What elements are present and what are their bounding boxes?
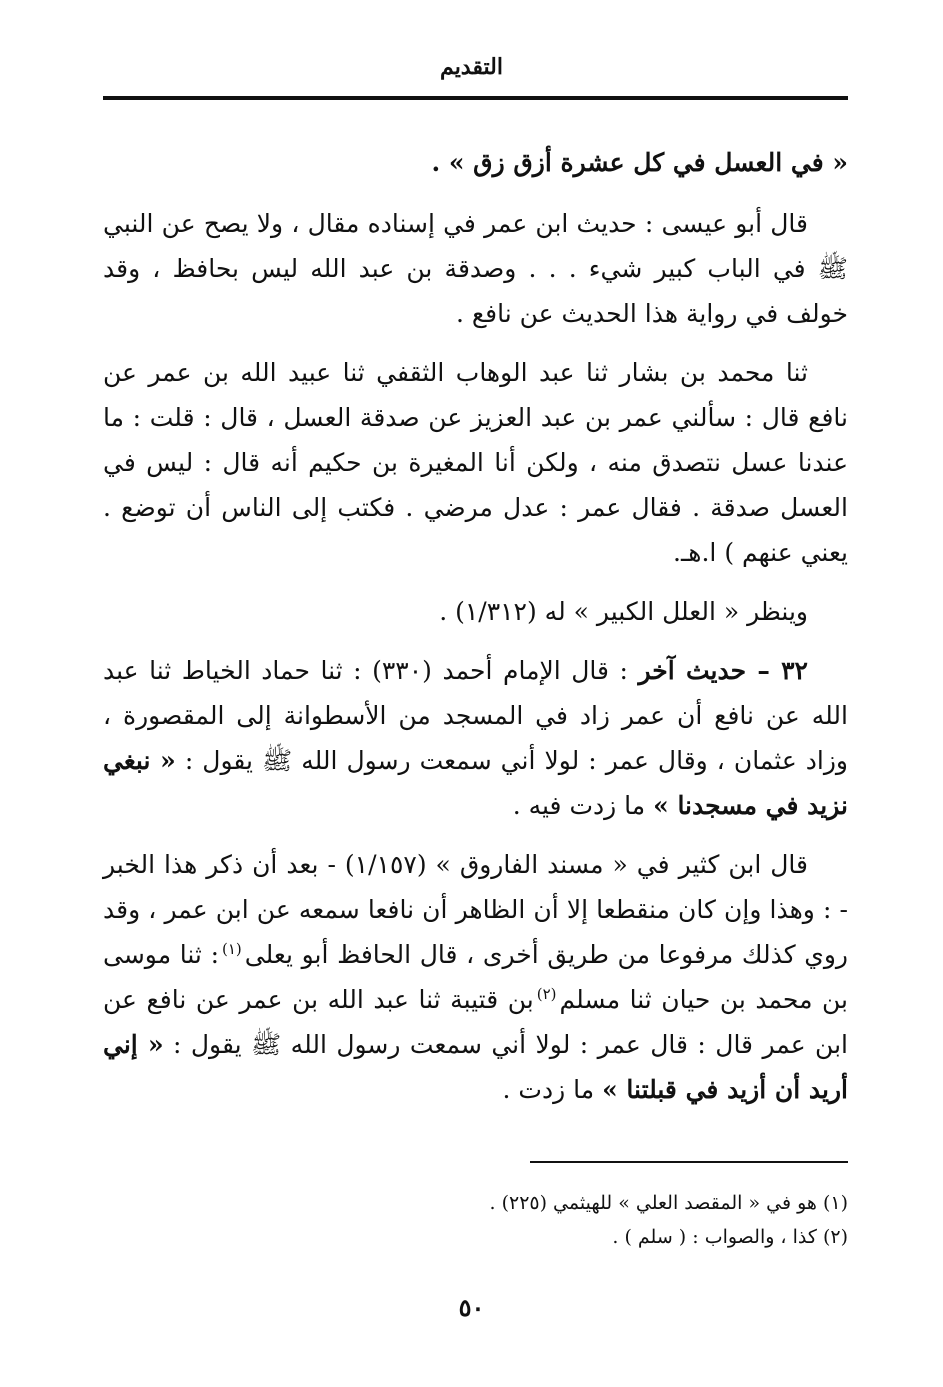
paragraph-5-text: : قال الإمام أحمد (٣٣٠) : ثنا حماد الخياط ثنا عبد الله عن نافع أن عمر زاد في المسجد من الأسطوانة إلى المقصورة ، وزاد عثمان ، وقال عمر : لولا أني سمعت رسول الله ﷺ يقول : — [103, 656, 848, 775]
footnotes — [103, 1186, 848, 1254]
main-text — [103, 140, 848, 1126]
footnote-2: (٢) كذا ، والصواب : ( سلم ) . — [612, 1226, 848, 1248]
paragraph-6 — [103, 842, 848, 1112]
footnote-1: (١) هو في « المقصد العلي » للهيثمي (٢٢٥) . — [489, 1192, 848, 1214]
paragraph-2: قال أبو عيسى : حديث ابن عمر في إسناده مقال ، ولا يصح عن النبي ﷺ في الباب كبير شيء . . . وصدقة بن عبد الله ليس بحافظ ، وقد خولف في رواية هذا الحديث عن نافع . — [103, 209, 848, 328]
paragraph-6-text-b: : ثنا موسى بن محمد بن حيان ثنا مسلم — [103, 940, 848, 1014]
page-number: ٥٠ — [458, 1293, 485, 1322]
paragraph-6-quote: « إني أريد أن أزيد في قبلتنا » — [103, 1030, 848, 1104]
paragraph-5-quote: « نبغي نزيد في مسجدنا » — [103, 746, 848, 820]
hadith-number-heading: ٣٢ – حديث آخر — [638, 656, 808, 685]
header-rule — [103, 96, 848, 100]
paragraph-6-text-a: قال ابن كثير في « مسند الفاروق » (١/١٥٧) - بعد أن ذكر هذا الخبر - : وهذا وإن كان منقطعا إلا أن الظاهر أن نافعا سمعه عن ابن عمر ، وقد روي كذلك مرفوعا من طريق أخرى ، قال الحافظ أبو يعلى — [103, 850, 848, 969]
paragraph-6-text-c: بن قتيبة ثنا عبد الله بن عمر عن نافع عن ابن عمر قال : قال عمر : لولا أني سمعت رسول الله ﷺ يقول : — [103, 985, 848, 1059]
footnote-rule — [530, 1161, 848, 1163]
paragraph-6-end: ما زدت . — [502, 1075, 595, 1104]
paragraph-3: ثنا محمد بن بشار ثنا عبد الوهاب الثقفي ثنا عبيد الله بن عمر عن نافع قال : سألني عمر بن عبد العزيز عن صدقة العسل ، قال : قلت : ما عندنا عسل نتصدق منه ، ولكن أنا المغيرة بن حكيم أنه قال : ليس في العسل صدقة . فقال عمر : عدل مرضي . فكتب إلى الناس أن توضع . يعني عنهم ) ا.هـ. — [103, 358, 848, 567]
running-title: التقديم — [440, 54, 503, 80]
paragraph-5-end: ما زدت فيه . — [512, 791, 646, 820]
footnote-ref-1[interactable]: (١) — [222, 939, 242, 958]
footnote-ref-2[interactable]: (٢) — [536, 984, 557, 1003]
paragraph-1: « في العسل في كل عشرة أزق زق » . — [431, 148, 848, 177]
paragraph-4: وينظر « العلل الكبير » له (١/٣١٢) . — [439, 597, 808, 626]
paragraph-5 — [103, 648, 848, 828]
